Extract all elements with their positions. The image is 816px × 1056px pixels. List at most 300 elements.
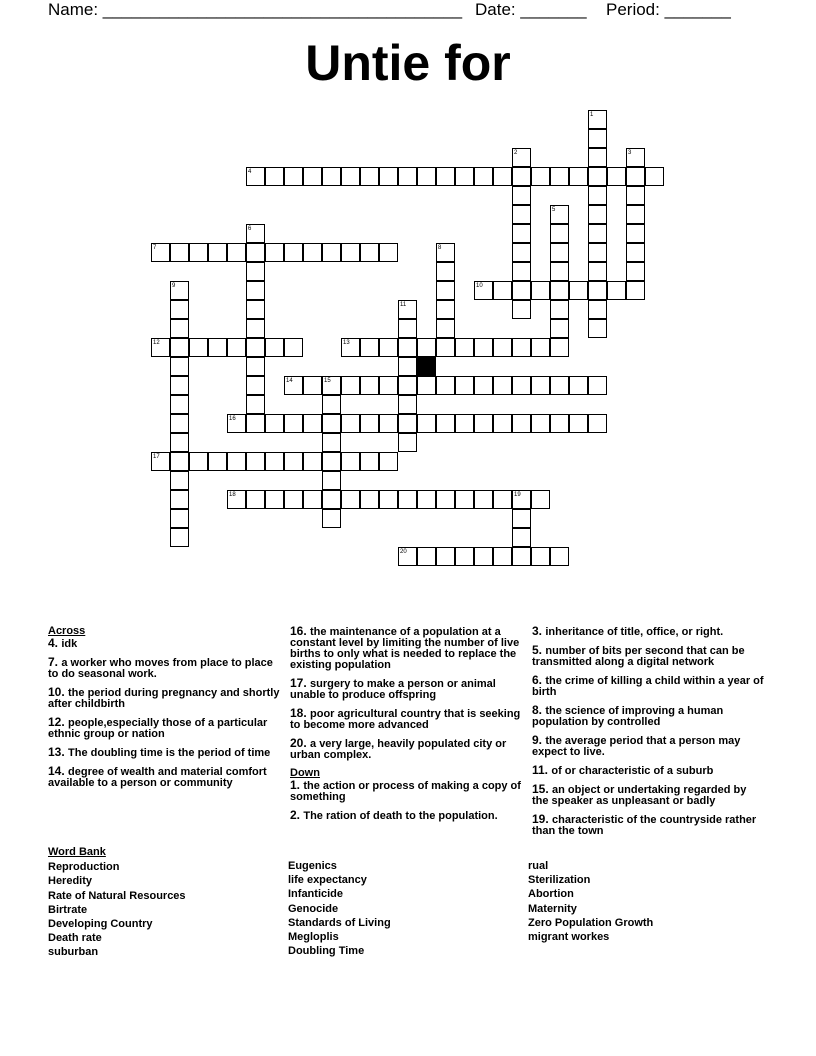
grid-cell[interactable] — [360, 167, 379, 186]
word-bank-column-3 — [528, 859, 653, 944]
grid-cell[interactable] — [493, 547, 512, 566]
cell-number: 2 — [514, 150, 518, 156]
clue-item — [532, 735, 764, 758]
cell-number: 15 — [324, 378, 331, 384]
grid-cell[interactable] — [322, 243, 341, 262]
cell-number: 16 — [229, 416, 236, 422]
grid-cell[interactable] — [265, 452, 284, 471]
grid-cell[interactable] — [208, 452, 227, 471]
grid-cell[interactable] — [284, 167, 303, 186]
clue-text: the maintenance of a population at a constant level by limiting the number of live births to only what is needed to replace the existing population — [290, 626, 520, 671]
grid-cell[interactable] — [341, 167, 360, 186]
grid-cell[interactable] — [436, 281, 455, 300]
cell-number: 13 — [343, 340, 350, 346]
clue-text: idk — [61, 638, 78, 650]
grid-cell[interactable] — [341, 338, 360, 357]
word-bank-item: Maternity — [528, 902, 577, 915]
grid-cell[interactable] — [417, 547, 436, 566]
cell-number: 8 — [438, 245, 442, 251]
cell-number: 4 — [248, 169, 252, 175]
grid-cell[interactable] — [360, 452, 379, 471]
grid-cell[interactable] — [398, 395, 417, 414]
clue-number: 12. — [48, 715, 69, 729]
grid-cell[interactable] — [170, 490, 189, 509]
grid-cell[interactable] — [531, 547, 550, 566]
grid-cell[interactable] — [341, 414, 360, 433]
clue-number: 2. — [290, 808, 304, 822]
word-bank-column-1 — [48, 845, 186, 960]
grid-cell[interactable] — [246, 395, 265, 414]
grid-cell[interactable] — [379, 243, 398, 262]
grid-cell[interactable] — [645, 167, 664, 186]
grid-cell[interactable] — [626, 262, 645, 281]
black-cell — [417, 357, 436, 376]
grid-cell[interactable] — [170, 243, 189, 262]
grid-cell[interactable] — [227, 243, 246, 262]
grid-cell[interactable] — [512, 509, 531, 528]
grid-cell[interactable] — [170, 471, 189, 490]
grid-cell[interactable] — [588, 319, 607, 338]
grid-cell[interactable] — [474, 338, 493, 357]
clue-text: people,especially those of a particular ethnic group or nation — [48, 717, 268, 740]
grid-cell[interactable] — [189, 243, 208, 262]
grid-cell[interactable] — [588, 167, 607, 186]
grid-cell[interactable] — [512, 376, 531, 395]
clue-number: 5. — [532, 643, 546, 657]
word-bank-item: Zero Population Growth — [528, 916, 654, 929]
date-field-label[interactable]: Date: _______ — [475, 0, 587, 19]
grid-cell[interactable] — [379, 452, 398, 471]
name-field-label[interactable]: Name: ______________________________________ — [48, 0, 463, 19]
grid-cell[interactable] — [189, 338, 208, 357]
grid-cell[interactable] — [474, 376, 493, 395]
grid-cell[interactable] — [227, 452, 246, 471]
grid-cell[interactable] — [208, 338, 227, 357]
grid-cell[interactable] — [626, 243, 645, 262]
grid-cell[interactable] — [170, 452, 189, 471]
grid-cell[interactable] — [550, 319, 569, 338]
cell-number: 14 — [286, 378, 293, 384]
grid-cell[interactable] — [398, 300, 417, 319]
grid-cell[interactable] — [512, 338, 531, 357]
grid-cell[interactable] — [588, 262, 607, 281]
grid-cell[interactable] — [360, 490, 379, 509]
grid-cell[interactable] — [227, 490, 246, 509]
clue-text: the average period that a person may expect to live. — [532, 735, 741, 758]
grid-cell[interactable] — [569, 167, 588, 186]
grid-cell[interactable] — [379, 338, 398, 357]
grid-cell[interactable] — [379, 490, 398, 509]
grid-cell[interactable] — [322, 452, 341, 471]
grid-cell[interactable] — [550, 300, 569, 319]
clues-column-2 — [290, 626, 522, 829]
cell-number: 9 — [172, 283, 176, 289]
grid-cell[interactable] — [569, 281, 588, 300]
grid-cell[interactable] — [379, 167, 398, 186]
cell-number: 20 — [400, 549, 407, 555]
grid-cell[interactable] — [474, 490, 493, 509]
grid-cell[interactable] — [512, 148, 531, 167]
grid-cell[interactable] — [493, 281, 512, 300]
clue-text: number of bits per second that can be transmitted along a digital network — [532, 645, 745, 668]
grid-cell[interactable] — [588, 300, 607, 319]
grid-cell[interactable] — [398, 338, 417, 357]
word-bank-column-2 — [288, 859, 391, 958]
grid-cell[interactable] — [360, 414, 379, 433]
clue-item — [290, 738, 522, 761]
word-bank-item: life expectancy — [288, 874, 367, 887]
grid-cell[interactable] — [512, 205, 531, 224]
grid-cell[interactable] — [588, 148, 607, 167]
grid-cell[interactable] — [170, 376, 189, 395]
grid-cell[interactable] — [303, 452, 322, 471]
clue-item — [532, 675, 764, 698]
grid-cell[interactable] — [436, 262, 455, 281]
grid-cell[interactable] — [512, 167, 531, 186]
grid-cell[interactable] — [303, 167, 322, 186]
grid-cell[interactable] — [569, 414, 588, 433]
grid-cell[interactable] — [398, 414, 417, 433]
grid-cell[interactable] — [531, 338, 550, 357]
word-bank-item: Infanticide — [288, 888, 344, 901]
grid-cell[interactable] — [246, 300, 265, 319]
grid-cell[interactable] — [474, 167, 493, 186]
grid-cell[interactable] — [588, 376, 607, 395]
clue-item — [290, 708, 522, 731]
grid-cell[interactable] — [170, 433, 189, 452]
grid-cell[interactable] — [151, 452, 170, 471]
clue-text: the period during pregnancy and shortly after childbirth — [48, 687, 280, 710]
grid-cell[interactable] — [588, 110, 607, 129]
grid-cell[interactable] — [626, 281, 645, 300]
grid-cell[interactable] — [170, 509, 189, 528]
grid-cell[interactable] — [170, 395, 189, 414]
grid-cell[interactable] — [360, 243, 379, 262]
clue-number: 15. — [532, 782, 553, 796]
clue-text: The doubling time is the period of time — [68, 747, 271, 759]
clue-number: 1. — [290, 778, 304, 792]
cell-number: 11 — [400, 302, 407, 308]
clue-text: The ration of death to the population. — [303, 810, 498, 822]
grid-cell[interactable] — [189, 452, 208, 471]
grid-cell[interactable] — [246, 319, 265, 338]
grid-cell[interactable] — [208, 243, 227, 262]
grid-cell[interactable] — [455, 376, 474, 395]
grid-cell[interactable] — [360, 338, 379, 357]
grid-cell[interactable] — [360, 376, 379, 395]
grid-cell[interactable] — [512, 490, 531, 509]
grid-cell[interactable] — [265, 338, 284, 357]
grid-cell[interactable] — [417, 376, 436, 395]
grid-cell[interactable] — [550, 281, 569, 300]
grid-cell[interactable] — [170, 338, 189, 357]
grid-cell[interactable] — [436, 338, 455, 357]
grid-cell[interactable] — [455, 338, 474, 357]
grid-cell[interactable] — [588, 243, 607, 262]
grid-cell[interactable] — [626, 205, 645, 224]
grid-cell[interactable] — [398, 167, 417, 186]
grid-cell[interactable] — [493, 376, 512, 395]
clue-item — [48, 766, 280, 789]
grid-cell[interactable] — [588, 186, 607, 205]
grid-cell[interactable] — [303, 414, 322, 433]
grid-cell[interactable] — [170, 528, 189, 547]
grid-cell[interactable] — [550, 205, 569, 224]
grid-cell[interactable] — [626, 148, 645, 167]
grid-cell[interactable] — [550, 167, 569, 186]
period-field-label[interactable]: Period: _______ — [606, 0, 731, 19]
grid-cell[interactable] — [379, 414, 398, 433]
grid-cell[interactable] — [588, 414, 607, 433]
grid-cell[interactable] — [341, 376, 360, 395]
grid-cell[interactable] — [550, 243, 569, 262]
clue-number: 3. — [532, 624, 546, 638]
grid-cell[interactable] — [474, 281, 493, 300]
grid-cell[interactable] — [246, 224, 265, 243]
grid-cell[interactable] — [265, 414, 284, 433]
grid-cell[interactable] — [493, 490, 512, 509]
grid-cell[interactable] — [246, 338, 265, 357]
clue-item — [48, 717, 280, 740]
grid-cell[interactable] — [284, 452, 303, 471]
grid-cell[interactable] — [512, 186, 531, 205]
grid-cell[interactable] — [607, 167, 626, 186]
cell-number: 12 — [153, 340, 160, 346]
grid-cell[interactable] — [550, 224, 569, 243]
clue-text: an object or undertaking regarded by the speaker as unpleasant or badly — [532, 784, 747, 807]
grid-cell[interactable] — [322, 414, 341, 433]
clue-number: 10. — [48, 685, 69, 699]
grid-cell[interactable] — [550, 262, 569, 281]
grid-cell[interactable] — [417, 167, 436, 186]
grid-cell[interactable] — [455, 490, 474, 509]
word-bank-item: Rate of Natural Resources — [48, 889, 186, 902]
grid-cell[interactable] — [265, 490, 284, 509]
word-bank-item: Standards of Living — [288, 916, 391, 929]
grid-cell[interactable] — [284, 376, 303, 395]
clue-number: 9. — [532, 733, 546, 747]
grid-cell[interactable] — [246, 167, 265, 186]
grid-cell[interactable] — [284, 490, 303, 509]
grid-cell[interactable] — [398, 490, 417, 509]
grid-cell[interactable] — [417, 414, 436, 433]
grid-cell[interactable] — [588, 129, 607, 148]
grid-cell[interactable] — [436, 243, 455, 262]
grid-cell[interactable] — [512, 262, 531, 281]
clue-number: 7. — [48, 655, 62, 669]
word-bank-item: Birtrate — [48, 903, 88, 916]
clue-item — [532, 784, 764, 807]
puzzle-title: Untie for — [305, 35, 511, 91]
grid-cell[interactable] — [531, 281, 550, 300]
grid-cell[interactable] — [550, 376, 569, 395]
grid-cell[interactable] — [284, 338, 303, 357]
grid-cell[interactable] — [531, 490, 550, 509]
grid-cell[interactable] — [151, 338, 170, 357]
grid-cell[interactable] — [322, 167, 341, 186]
clue-item — [290, 780, 522, 803]
clue-number: 4. — [48, 636, 62, 650]
grid-cell[interactable] — [303, 243, 322, 262]
word-bank-item: Sterilization — [528, 874, 591, 887]
grid-cell[interactable] — [436, 414, 455, 433]
grid-cell[interactable] — [436, 376, 455, 395]
cell-number: 10 — [476, 283, 483, 289]
clue-number: 14. — [48, 764, 69, 778]
grid-cell[interactable] — [303, 376, 322, 395]
grid-cell[interactable] — [436, 300, 455, 319]
grid-cell[interactable] — [170, 357, 189, 376]
grid-cell[interactable] — [455, 414, 474, 433]
grid-cell[interactable] — [246, 262, 265, 281]
clue-number: 19. — [532, 812, 553, 826]
clue-text: degree of wealth and material comfort available to a person or community — [48, 766, 267, 789]
clue-number: 16. — [290, 624, 311, 638]
grid-cell[interactable] — [341, 452, 360, 471]
grid-cell[interactable] — [474, 414, 493, 433]
grid-cell[interactable] — [379, 376, 398, 395]
grid-cell[interactable] — [550, 414, 569, 433]
grid-cell[interactable] — [588, 205, 607, 224]
grid-cell[interactable] — [227, 414, 246, 433]
grid-cell[interactable] — [531, 414, 550, 433]
cell-number: 1 — [590, 112, 594, 118]
grid-cell[interactable] — [170, 281, 189, 300]
grid-cell[interactable] — [246, 243, 265, 262]
grid-cell[interactable] — [246, 452, 265, 471]
clue-item — [532, 705, 764, 728]
grid-cell[interactable] — [512, 243, 531, 262]
grid-cell[interactable] — [398, 357, 417, 376]
grid-cell[interactable] — [550, 547, 569, 566]
grid-cell[interactable] — [227, 338, 246, 357]
grid-cell[interactable] — [284, 414, 303, 433]
clues-column-1 — [48, 626, 280, 796]
word-bank-item: Doubling Time — [288, 945, 365, 958]
cell-number: 19 — [514, 492, 521, 498]
grid-cell[interactable] — [265, 167, 284, 186]
grid-cell[interactable] — [569, 376, 588, 395]
grid-cell[interactable] — [626, 224, 645, 243]
grid-cell[interactable] — [341, 490, 360, 509]
word-bank-item: migrant workes — [528, 931, 610, 944]
cell-number: 3 — [628, 150, 632, 156]
grid-cell[interactable] — [322, 471, 341, 490]
grid-cell[interactable] — [493, 414, 512, 433]
grid-cell[interactable] — [512, 547, 531, 566]
down-heading: Down — [290, 767, 320, 779]
grid-cell[interactable] — [246, 414, 265, 433]
grid-cell[interactable] — [588, 224, 607, 243]
clues-column-3 — [532, 626, 764, 844]
clue-number: 20. — [290, 736, 311, 750]
across-heading: Across — [48, 625, 86, 637]
grid-cell[interactable] — [170, 319, 189, 338]
grid-cell[interactable] — [246, 376, 265, 395]
clue-item — [532, 765, 764, 777]
clue-text: of or characteristic of a suburb — [551, 765, 714, 777]
grid-cell[interactable] — [398, 376, 417, 395]
grid-cell[interactable] — [322, 433, 341, 452]
word-bank-item: Reproduction — [48, 861, 120, 874]
grid-cell[interactable] — [322, 395, 341, 414]
word-bank-item: Heredity — [48, 875, 93, 888]
grid-cell[interactable] — [265, 243, 284, 262]
cell-number: 5 — [552, 207, 556, 213]
grid-cell[interactable] — [322, 490, 341, 509]
grid-cell[interactable] — [607, 281, 626, 300]
grid-cell[interactable] — [512, 224, 531, 243]
grid-cell[interactable] — [512, 300, 531, 319]
grid-cell[interactable] — [455, 167, 474, 186]
grid-cell[interactable] — [417, 490, 436, 509]
cell-number: 18 — [229, 492, 236, 498]
clue-number: 8. — [532, 703, 546, 717]
grid-cell[interactable] — [303, 490, 322, 509]
clue-item — [48, 657, 280, 680]
clue-item — [290, 626, 522, 671]
grid-cell[interactable] — [341, 243, 360, 262]
grid-cell[interactable] — [417, 338, 436, 357]
grid-cell[interactable] — [455, 547, 474, 566]
grid-cell[interactable] — [322, 509, 341, 528]
clue-item — [290, 678, 522, 701]
word-bank-item: Abortion — [528, 888, 574, 901]
grid-cell[interactable] — [531, 376, 550, 395]
clue-text: the action or process of making a copy of something — [290, 780, 521, 803]
grid-cell[interactable] — [246, 357, 265, 376]
grid-cell[interactable] — [170, 414, 189, 433]
grid-cell[interactable] — [493, 167, 512, 186]
grid-cell[interactable] — [493, 338, 512, 357]
grid-cell[interactable] — [512, 281, 531, 300]
grid-cell[interactable] — [246, 281, 265, 300]
grid-cell[interactable] — [512, 414, 531, 433]
grid-cell[interactable] — [284, 243, 303, 262]
cell-number: 6 — [248, 226, 252, 232]
clue-item — [48, 638, 280, 650]
grid-cell[interactable] — [436, 319, 455, 338]
word-bank-item: rual — [528, 860, 549, 872]
word-bank-item: Death rate — [48, 932, 102, 945]
clue-text: poor agricultural country that is seeking to become more advanced — [290, 708, 521, 731]
clue-number: 13. — [48, 745, 69, 759]
grid-cell[interactable] — [512, 528, 531, 547]
grid-cell[interactable] — [626, 186, 645, 205]
grid-cell[interactable] — [170, 300, 189, 319]
clue-item — [48, 687, 280, 710]
grid-cell[interactable] — [398, 547, 417, 566]
grid-cell[interactable] — [588, 281, 607, 300]
grid-cell[interactable] — [151, 243, 170, 262]
grid-cell[interactable] — [322, 376, 341, 395]
clue-number: 17. — [290, 676, 311, 690]
grid-cell[interactable] — [436, 167, 455, 186]
grid-cell[interactable] — [436, 490, 455, 509]
grid-cell[interactable] — [550, 338, 569, 357]
grid-cell[interactable] — [398, 319, 417, 338]
clue-number: 11. — [532, 763, 552, 777]
grid-cell[interactable] — [436, 547, 455, 566]
grid-cell[interactable] — [398, 433, 417, 452]
clue-text: the crime of killing a child within a year of birth — [532, 675, 764, 698]
clue-item — [532, 645, 764, 668]
grid-cell[interactable] — [474, 547, 493, 566]
grid-cell[interactable] — [531, 167, 550, 186]
clue-text: characteristic of the countryside rather than the town — [532, 814, 757, 837]
grid-cell[interactable] — [246, 490, 265, 509]
grid-cell[interactable] — [626, 167, 645, 186]
